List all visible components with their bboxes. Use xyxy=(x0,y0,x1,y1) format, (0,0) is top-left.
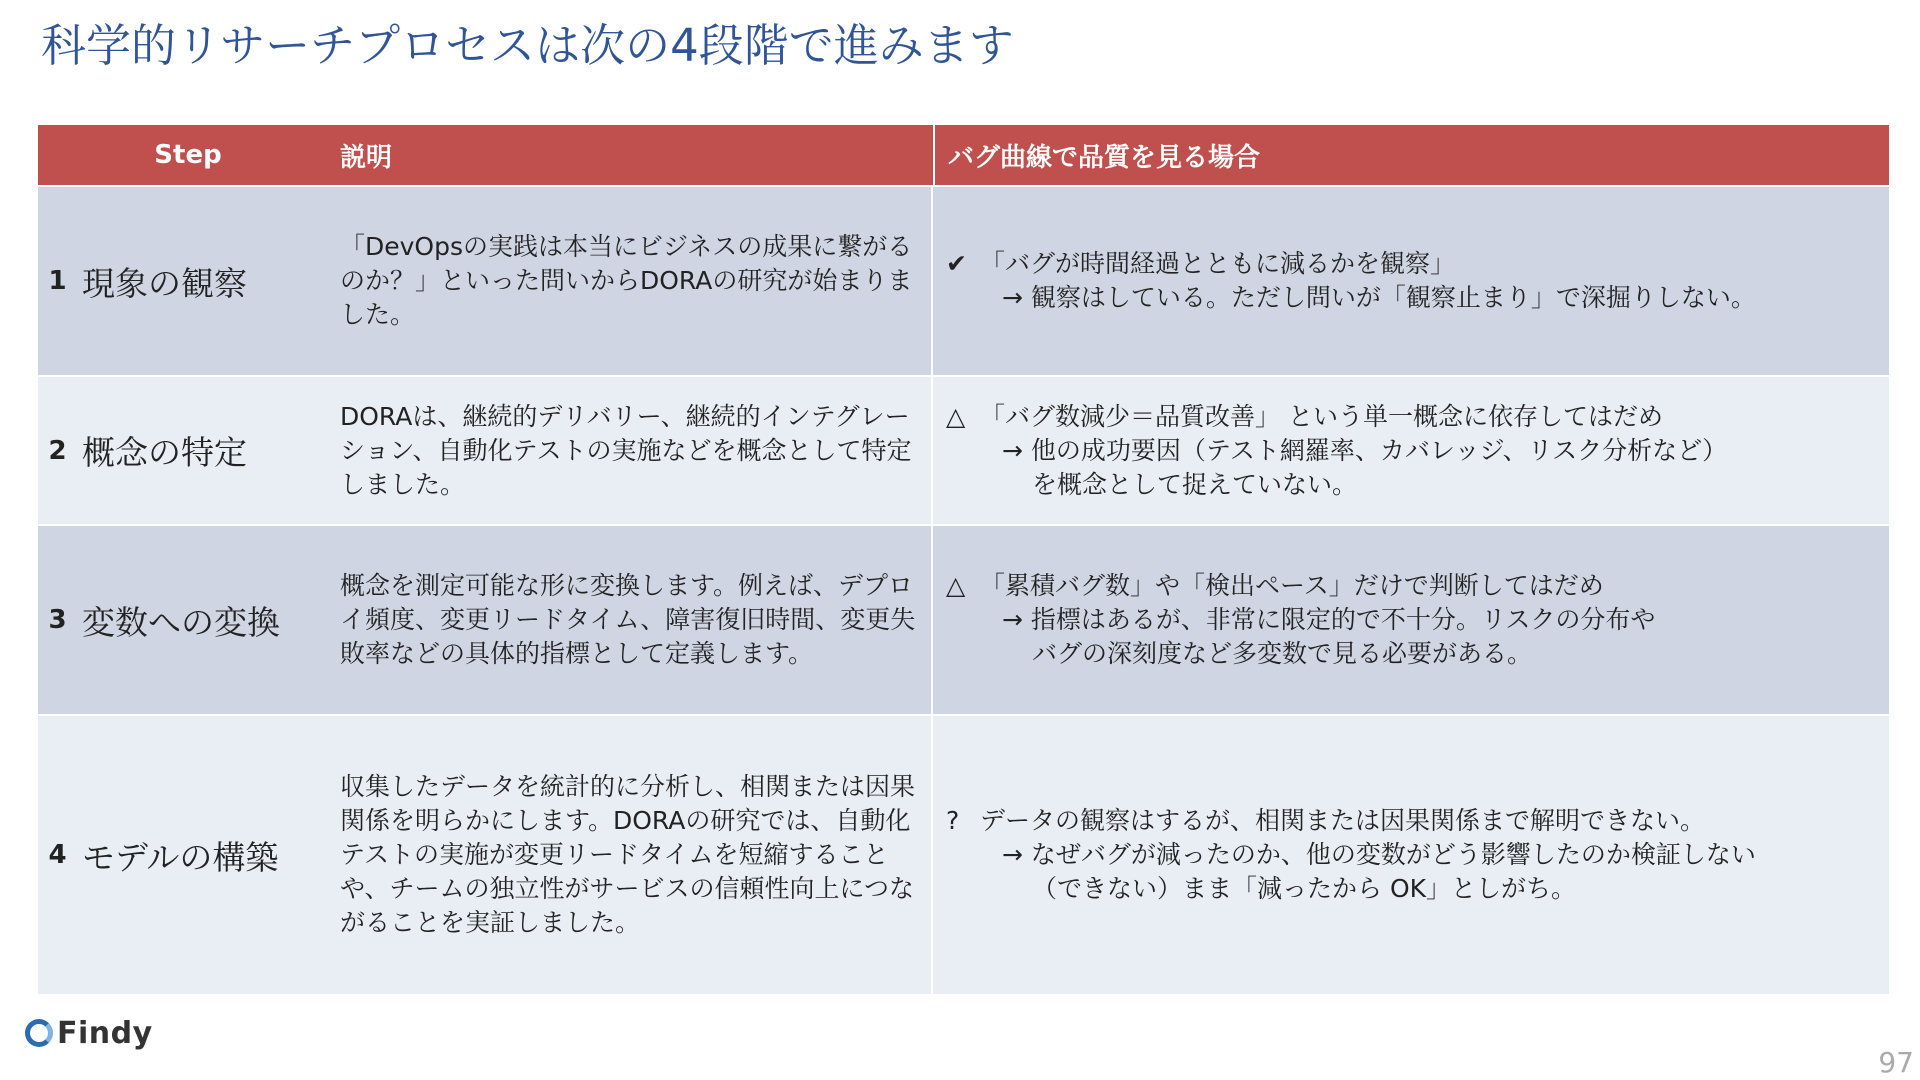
description-cell: 概念を測定可能な形に変換します。例えば、デプロイ頻度、変更リードタイム、障害復旧時間、変更失敗率などの具体的指標として定義します。 xyxy=(340,571,916,668)
step-name: 変数への変換 xyxy=(82,602,280,642)
table-row xyxy=(38,185,1889,375)
bug-curve-line-1: △ 「累積バグ数」や「検出ペース」だけで判断してはだめ xyxy=(946,569,1889,603)
findy-logo xyxy=(25,1015,153,1051)
step-cell xyxy=(38,377,338,524)
step-name: 概念の特定 xyxy=(82,433,247,472)
step-number: 3 xyxy=(48,605,67,635)
check-icon: ✔ xyxy=(946,249,967,278)
table-header-row xyxy=(38,125,1889,185)
bug-curve-line-3: バグの深刻度など多変数で見る必要がある。 xyxy=(1032,639,1533,668)
description-cell: DORAは、継続的デリバリー、継続的インテグレーション、自動化テストの実施などを概念として特定しました。 xyxy=(340,401,912,499)
step-name: モデルの構築 xyxy=(82,837,279,877)
triangle-icon: △ xyxy=(946,571,966,600)
bug-curve-line-2: → 観察はしている。ただし問いが「観察止まり」で深掘りしない。 xyxy=(1002,283,1756,312)
header-bug-curve: バグ曲線で品質を見る場合 xyxy=(933,125,1889,185)
bug-curve-line-2: → 他の成功要因（テスト網羅率、カバレッジ、リスク分析など） xyxy=(1002,435,1728,465)
bug-curve-line-1: ? データの観察はするが、相関または因果関係まで解明できない。 xyxy=(946,804,1889,838)
bug-curve-cell xyxy=(931,187,1889,375)
description-cell: 「DevOpsの実践は本当にビジネスの成果に繋がるのか？」といった問いからDORAの研究が始まりました。 xyxy=(340,232,913,329)
findy-logo-icon xyxy=(25,1019,53,1047)
bug-curve-cell xyxy=(931,716,1889,994)
bug-curve-line-1: △ 「バグ数減少＝品質改善」 という単一概念に依存してはだめ xyxy=(946,400,1889,434)
step-number: 4 xyxy=(48,840,67,870)
bug-curve-line-3: （できない）まま「減ったから OK」としがち。 xyxy=(1032,874,1577,903)
table-row xyxy=(38,375,1889,524)
page-number: 97 xyxy=(1878,1046,1914,1079)
step-number: 2 xyxy=(48,435,67,466)
question-icon: ? xyxy=(946,806,960,835)
header-description: 説明 xyxy=(340,142,393,173)
bug-curve-line-3: を概念として捉えていない。 xyxy=(1032,469,1358,499)
triangle-icon: △ xyxy=(946,401,966,431)
bug-curve-cell xyxy=(931,377,1889,524)
step-name: 現象の観察 xyxy=(82,263,247,303)
bug-curve-line-1: ✔ 「バグが時間経過とともに減るかを観察」 xyxy=(946,247,1889,281)
step-cell xyxy=(38,187,338,375)
bug-curve-cell xyxy=(931,526,1889,714)
findy-logo-text: Findy xyxy=(57,1015,153,1051)
description-cell: 収集したデータを統計的に分析し、相関または因果関係を明らかにします。DORAの研究では、自動化テストの実施が変更リードタイムを短縮することや、チームの独立性がサービスの信頼性向上につながることを実証しました。 xyxy=(340,772,916,937)
table-row xyxy=(38,714,1889,994)
page-title: 科学的リサーチプロセスは次の4段階で進みます xyxy=(41,19,1014,72)
table-row xyxy=(38,524,1889,714)
bug-curve-line-2: → 指標はあるが、非常に限定的で不十分。リスクの分布や xyxy=(1002,605,1656,634)
research-process-table xyxy=(38,125,1889,994)
bug-curve-line-2: → なぜバグが減ったのか、他の変数がどう影響したのか検証しない xyxy=(1002,840,1756,869)
step-number: 1 xyxy=(48,266,67,296)
header-step: Step xyxy=(154,140,222,170)
step-cell xyxy=(38,526,338,714)
step-cell xyxy=(38,716,338,994)
